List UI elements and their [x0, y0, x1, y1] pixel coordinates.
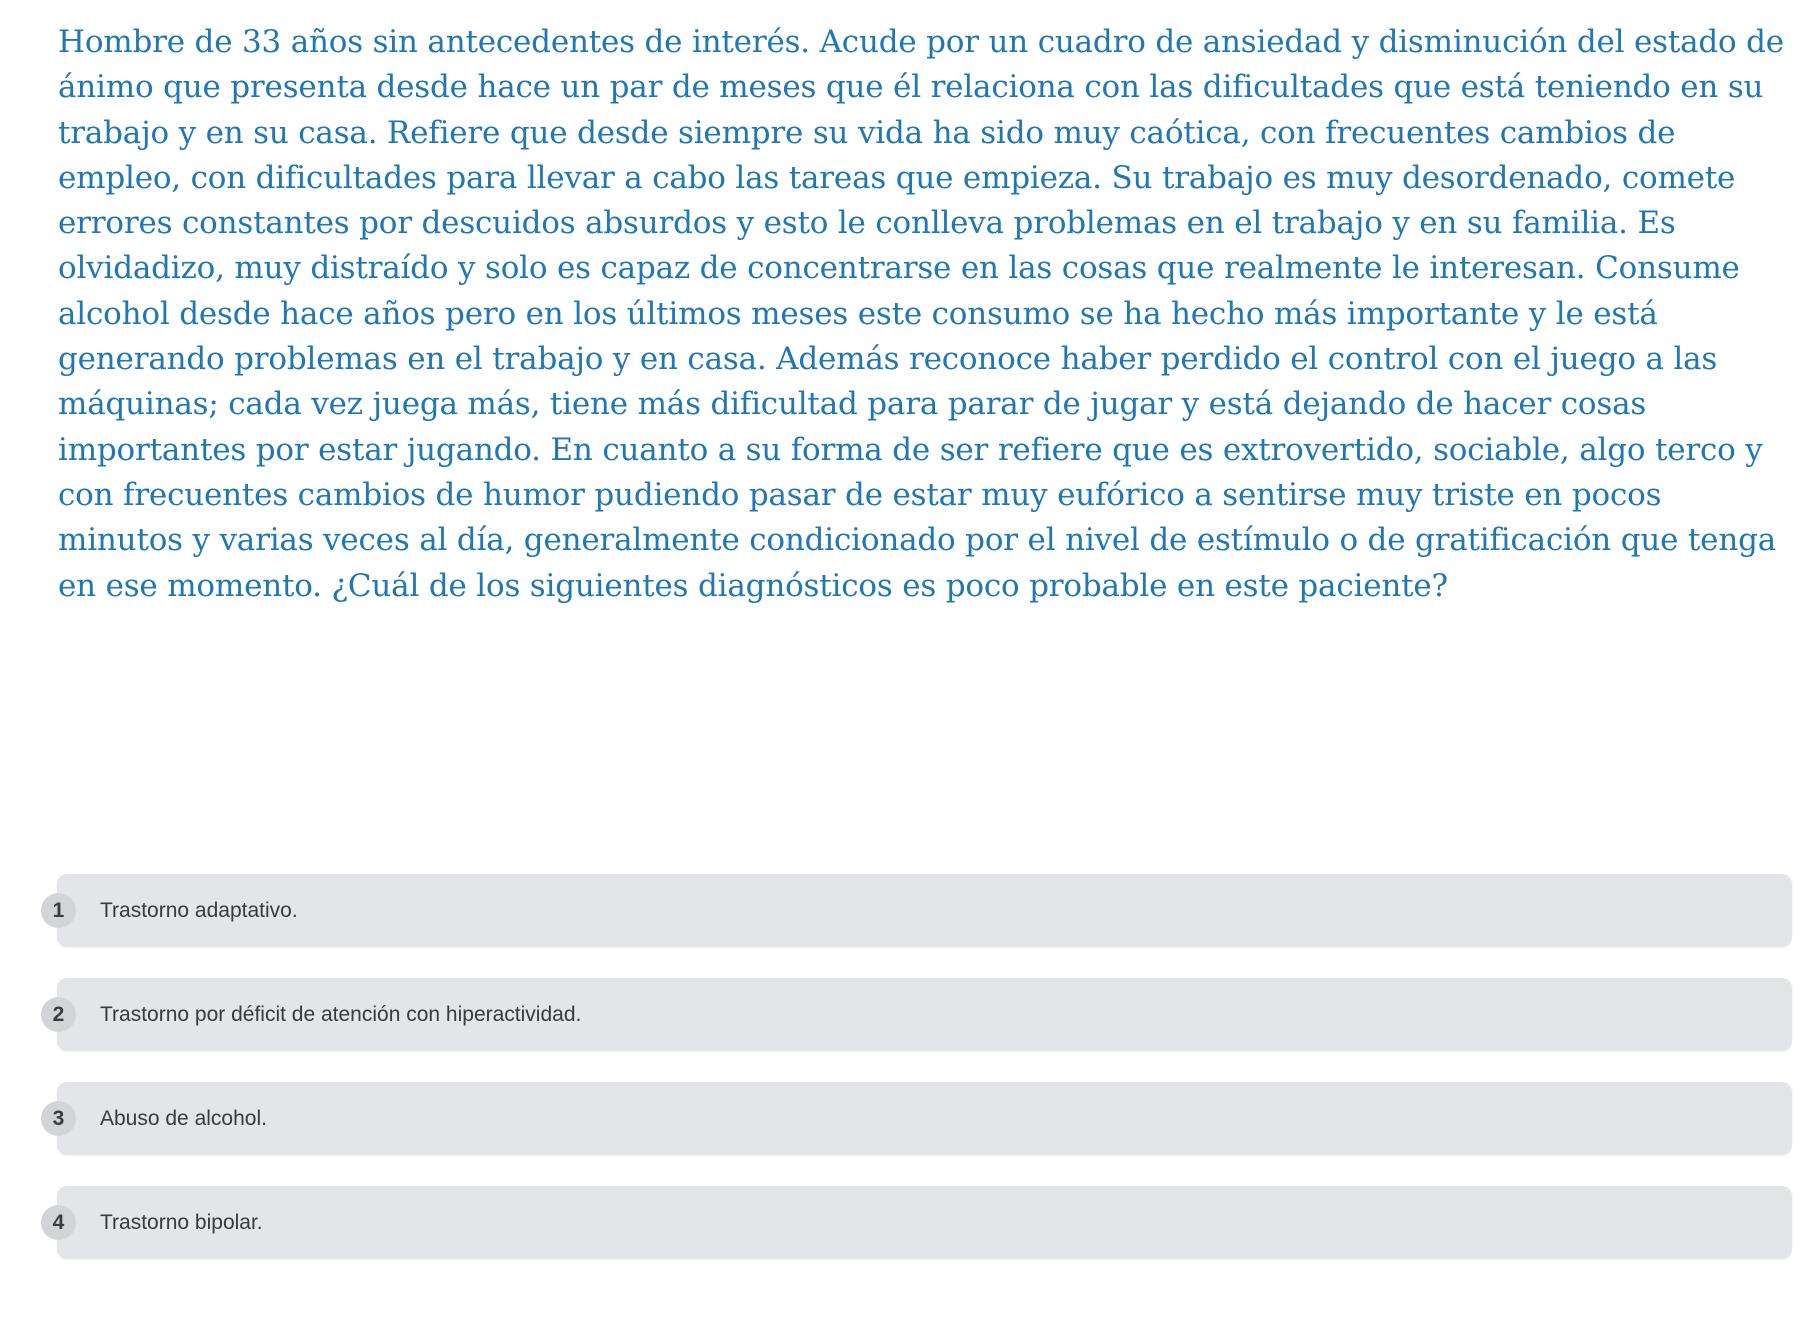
answer-options	[0, 874, 1806, 1290]
answer-option-number: 4	[41, 1205, 76, 1240]
answer-option-background	[57, 1186, 1792, 1259]
answer-option-4[interactable]	[0, 1186, 1806, 1259]
answer-option-background	[57, 874, 1792, 947]
answer-option-label: Abuso de alcohol.	[100, 1107, 267, 1130]
question-text: Hombre de 33 años sin antecedentes de interés. Acude por un cuadro de ansiedad y disminución del estado de ánimo que presenta desde hace un par de meses que él relaciona con las dificultades que está teniendo en su trabajo y en su casa. Refiere que desde siempre su vida ha sido muy caótica, con frecuentes cambios de empleo, con dificultades para llevar a cabo las tareas que empieza. Su trabajo es muy desordenado, comete errores constantes por descuidos absurdos y esto le conlleva problemas en el trabajo y en su familia. Es olvidadizo, muy distraído y solo es capaz de concentrarse en las cosas que realmente le interesan. Consume alcohol desde hace años pero en los últimos meses este consumo se ha hecho más importante y le está generando problemas en el trabajo y en casa. Además reconoce haber perdido el control con el juego a las máquinas; cada vez juega más, tiene más dificultad para parar de jugar y está dejando de hacer cosas importantes por estar jugando. En cuanto a su forma de ser refiere que es extrovertido, sociable, algo terco y con frecuentes cambios de humor pudiendo pasar de estar muy eufórico a sentirse muy triste en pocos minutos y varias veces al día, generalmente condicionado por el nivel de estímulo o de gratificación que tenga en ese momento. ¿Cuál de los siguientes diagnósticos es poco probable en este paciente?	[58, 24, 1784, 604]
answer-option-label: Trastorno por déficit de atención con hiperactividad.	[100, 1003, 582, 1026]
answer-option-label: Trastorno adaptativo.	[100, 899, 298, 922]
answer-option-background	[57, 1082, 1792, 1155]
answer-option-2[interactable]	[0, 978, 1806, 1051]
answer-option-1[interactable]	[0, 874, 1806, 947]
answer-option-number: 1	[41, 893, 76, 928]
answer-option-number: 3	[41, 1101, 76, 1136]
answer-option-label: Trastorno bipolar.	[100, 1211, 263, 1234]
answer-option-number: 2	[41, 997, 76, 1032]
answer-option-3[interactable]	[0, 1082, 1806, 1155]
